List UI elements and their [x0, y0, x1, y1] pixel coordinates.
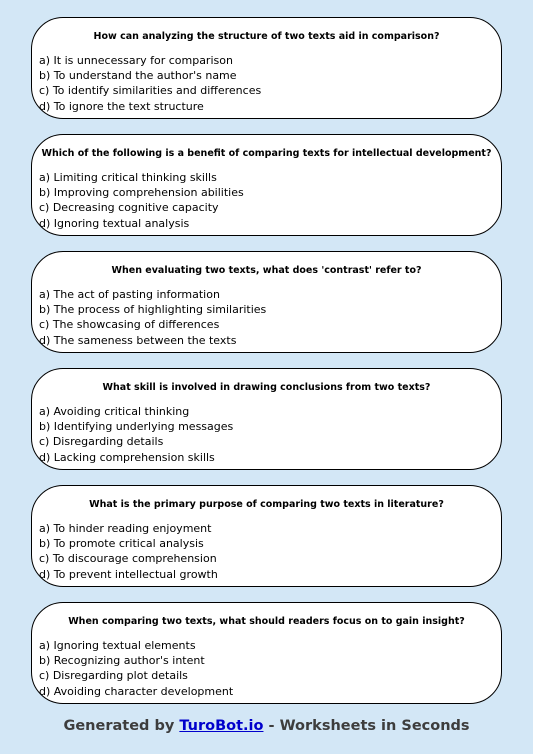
question-text: When comparing two texts, what should readers focus on to gain insight? — [68, 616, 465, 627]
option-c: c) To identify similarities and differences — [39, 84, 262, 98]
option-a: a) Avoiding critical thinking — [39, 405, 190, 418]
question-text: What is the primary purpose of comparing two texts in literature? — [89, 499, 444, 510]
footer-suffix: - Worksheets in Seconds — [263, 718, 470, 734]
footer — [0, 718, 533, 734]
option-c: c) Disregarding details — [39, 435, 164, 449]
question-text: When evaluating two texts, what does 'contrast' refer to? — [111, 265, 422, 276]
option-c: c) Decreasing cognitive capacity — [39, 201, 219, 215]
options-list — [39, 287, 266, 348]
option-d: d) The sameness between the texts — [39, 333, 237, 347]
option-a: a) It is unnecessary for comparison — [39, 54, 233, 67]
question-card-2 — [31, 134, 502, 236]
option-d: d) Avoiding character development — [39, 684, 234, 698]
question-text: Which of the following is a benefit of comparing texts for intellectual development? — [41, 148, 492, 159]
option-a: a) To hinder reading enjoyment — [39, 522, 212, 535]
option-a: a) Limiting critical thinking skills — [39, 171, 217, 184]
question-card-6 — [31, 602, 502, 704]
option-b: b) To promote critical analysis — [39, 537, 204, 551]
options-list — [39, 53, 261, 114]
question-card-1 — [31, 17, 502, 119]
option-a: a) The act of pasting information — [39, 288, 220, 301]
option-b: b) The process of highlighting similarities — [39, 303, 267, 317]
option-d: d) Lacking comprehension skills — [39, 450, 215, 464]
option-d: d) Ignoring textual analysis — [39, 216, 190, 230]
options-list — [39, 404, 233, 465]
option-b: b) Identifying underlying messages — [39, 420, 234, 434]
option-b: b) To understand the author's name — [39, 69, 237, 83]
options-list — [39, 638, 233, 699]
option-c: c) To discourage comprehension — [39, 552, 217, 566]
option-b: b) Improving comprehension abilities — [39, 186, 244, 200]
question-text: How can analyzing the structure of two texts aid in comparison? — [93, 31, 440, 42]
question-card-4 — [31, 368, 502, 470]
options-list — [39, 170, 244, 231]
options-list — [39, 521, 218, 582]
option-d: d) To prevent intellectual growth — [39, 567, 218, 581]
option-c: c) The showcasing of differences — [39, 318, 220, 332]
question-card-5 — [31, 485, 502, 587]
option-a: a) Ignoring textual elements — [39, 639, 196, 652]
option-c: c) Disregarding plot details — [39, 669, 188, 683]
question-card-3 — [31, 251, 502, 353]
question-text: What skill is involved in drawing conclusions from two texts? — [102, 382, 431, 393]
footer-prefix: Generated by — [63, 718, 180, 734]
turobot-link[interactable]: TuroBot.io — [179, 718, 264, 734]
option-b: b) Recognizing author's intent — [39, 654, 205, 668]
option-d: d) To ignore the text structure — [39, 99, 204, 113]
